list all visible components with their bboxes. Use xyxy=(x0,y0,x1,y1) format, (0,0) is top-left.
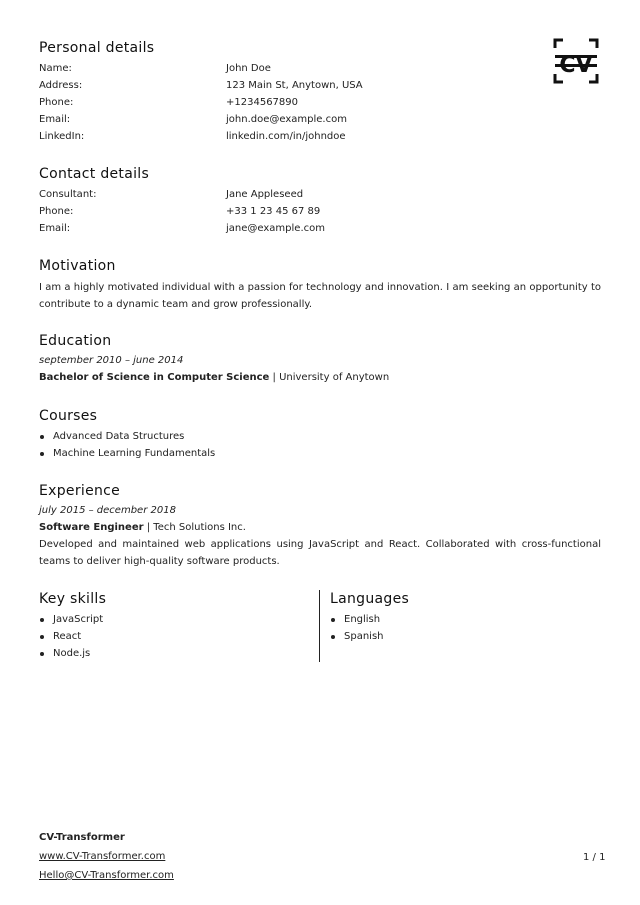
detail-label: Email: xyxy=(39,223,71,234)
detail-value: 123 Main St, Anytown, USA xyxy=(226,80,363,91)
footer-brand: CV-Transformer xyxy=(39,832,125,843)
experience-company: Tech Solutions Inc. xyxy=(153,522,246,533)
education-separator: | xyxy=(269,372,280,383)
experience-description: Developed and maintained web applications using JavaScript and React. Collaborated with cross-functional teams to deliver high-quality software products. xyxy=(39,539,601,567)
list-item: English xyxy=(330,611,384,628)
education-degree: Bachelor of Science in Computer Science xyxy=(39,372,270,383)
detail-label: Name: xyxy=(39,63,72,74)
detail-label: Consultant: xyxy=(39,189,97,200)
detail-label: LinkedIn: xyxy=(39,131,85,142)
courses-list xyxy=(39,428,215,462)
languages-list xyxy=(330,611,384,645)
personal-details-heading: Personal details xyxy=(39,40,155,56)
courses-heading: Courses xyxy=(39,408,98,424)
detail-label: Phone: xyxy=(39,97,74,108)
footer-email-link[interactable]: Hello@CV-Transformer.com xyxy=(39,870,174,881)
motivation-heading: Motivation xyxy=(39,258,116,274)
detail-value: Jane Appleseed xyxy=(226,189,304,200)
experience-period: july 2015 – december 2018 xyxy=(39,505,176,516)
languages-heading: Languages xyxy=(330,591,410,607)
list-item: JavaScript xyxy=(39,611,103,628)
logo-text: CV xyxy=(559,53,593,78)
detail-label: Phone: xyxy=(39,206,74,217)
skills-list xyxy=(39,611,103,662)
list-item: React xyxy=(39,628,103,645)
detail-value: +1234567890 xyxy=(226,97,299,108)
detail-label: Email: xyxy=(39,114,71,125)
list-item: Machine Learning Fundamentals xyxy=(39,445,215,462)
footer-website-link[interactable]: www.CV-Transformer.com xyxy=(39,851,166,862)
education-period: september 2010 – june 2014 xyxy=(39,355,184,366)
education-heading: Education xyxy=(39,333,112,349)
experience-heading: Experience xyxy=(39,483,121,499)
motivation-text: I am a highly motivated individual with a passion for technology and innovation. I am seeking an opportunity to contribute to a dynamic team and grow professionally. xyxy=(39,282,601,310)
cv-logo-icon xyxy=(553,38,599,84)
detail-value: john.doe@example.com xyxy=(226,114,347,125)
detail-value: linkedin.com/in/johndoe xyxy=(226,131,346,142)
education-school: University of Anytown xyxy=(279,372,390,383)
detail-value: +33 1 23 45 67 89 xyxy=(226,206,321,217)
experience-separator: | xyxy=(143,522,154,533)
list-item: Advanced Data Structures xyxy=(39,428,215,445)
page-number: 1 / 1 xyxy=(583,852,606,863)
education-entry xyxy=(39,372,389,383)
contact-details-heading: Contact details xyxy=(39,166,150,182)
detail-value: jane@example.com xyxy=(226,223,325,234)
detail-label: Address: xyxy=(39,80,83,91)
column-divider xyxy=(319,590,320,662)
experience-entry xyxy=(39,522,246,533)
experience-role: Software Engineer xyxy=(39,522,144,533)
list-item: Spanish xyxy=(330,628,384,645)
detail-value: John Doe xyxy=(226,63,271,74)
list-item: Node.js xyxy=(39,645,103,662)
key-skills-heading: Key skills xyxy=(39,591,107,607)
